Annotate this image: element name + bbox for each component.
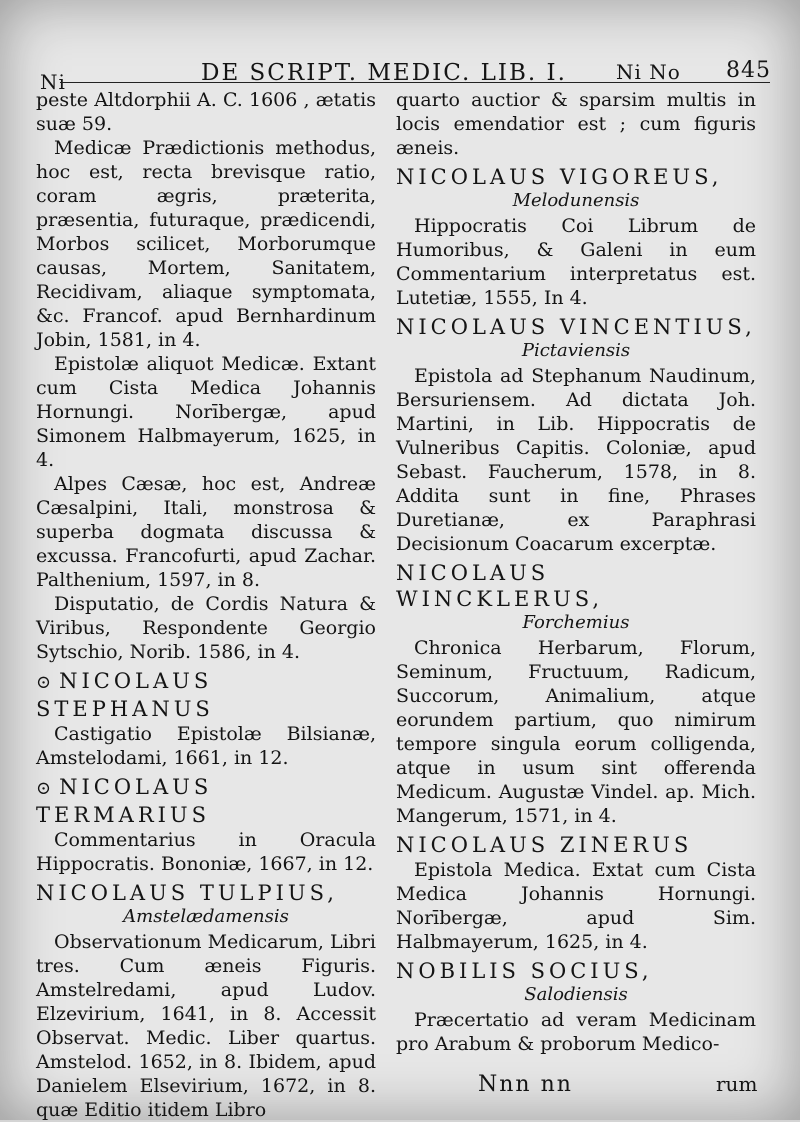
author-origin: Pictaviensis [521,340,631,361]
author-name: NICOLAUS TULPIUS, [36,881,338,905]
entry-paragraph: Epistola Medica. Extat cum Cista Medica Johannis Hornungi. Norībergæ, apud Sim. Halbmayerum, 1625, in 4. [396,859,756,953]
entry-paragraph: Alpes Cæsæ, hoc est, Andreæ Cæsalpini, Itali, monstrosa & superba dogmata discussa & excussa. Francofurti, apud Zachar. Palthenium, 1597, in 8. [36,473,376,591]
author-heading [396,832,756,858]
author-heading [396,958,756,984]
entry-paragraph: quarto auctior & sparsim multis in locis emendatior est ; cum figuris æneis. [396,89,756,159]
author-heading [36,880,376,906]
entry-paragraph: Chronica Herbarum, Florum, Seminum, Fructuum, Radicum, Succorum, Animalium, atque eorundem partium, quo nimirum tempore singula eorum colligenda, atque in usum sint offerenda Medicum. Augustæ Vindel. ap. Mich. Mangerum, 1571, in 4. [396,637,756,827]
catchword: rum [716,1072,758,1096]
entry-paragraph: Epistola ad Stephanum Naudinum, Bersuriensem. Ad dictata Joh. Martini, in Lib. Hippocratis de Vulneribus Capitis. Coloniæ, apud Sebast. Faucherum, 1578, in 8. Addita sunt in fine, Phrases Duretianæ, ex Paraphrasi Decisionum Coacarum excerptæ. [396,365,756,555]
author-origin: Forchemius [522,612,630,633]
circle-mark-icon: ⊙ [36,672,56,693]
author-name: NICOLAUS WINCKLERUS, [396,561,604,611]
author-origin: Melodunensis [512,190,640,211]
entry-paragraph: Medicæ Prædictionis methodus, hoc est, recta brevisque ratio, coram ægris, præterita, præsentia, futuraque, prædicendi, Morbos scilicet, Morborumque causas, Mortem, Sanitatem, Recidivam, aliaque symptomata, &c. Francof. apud Bernhardinum Jobin, 1581, in 4. [36,137,376,351]
author-origin: Salodiensis [524,984,628,1005]
header-rule [60,82,770,83]
author-name: NICOLAUS STEPHANUS [36,669,214,721]
right-column [396,88,756,1056]
author-origin: Amstelædamensis [123,906,289,927]
entry-paragraph: Hippocratis Coi Librum de Humoribus, & Galeni in eum Commentarium interpretatus est. Lutetiæ, 1555, In 4. [396,215,756,309]
author-heading [36,668,376,722]
running-header [36,52,771,94]
author-heading [396,560,756,612]
left-column [36,88,376,1122]
entry-paragraph: Disputatio, de Cordis Natura & Viribus, Respondente Georgio Sytschio, Norib. 1586, in 4. [36,593,376,663]
entry-paragraph: Præcertatio ad veram Medicinam pro Arabum & proborum Medico- [396,1009,756,1055]
author-heading [396,314,756,340]
entry-paragraph: Commentarius in Oracula Hippocratis. Bononiæ, 1667, in 12. [36,829,376,875]
entry-paragraph: Epistolæ aliquot Medicæ. Extant cum Cista Medica Johannis Hornungi. Norībergæ, apud Simonem Halbmayerum, 1625, in 4. [36,353,376,471]
author-heading [396,164,756,190]
signature-mark: Nnn nn [478,1072,573,1097]
entry-paragraph: peste Altdorphii A. C. 1606 , ætatis suæ 59. [36,89,376,135]
header-left-label: Ni [40,70,66,94]
author-name: NICOLAUS VIGOREUS, [396,165,723,189]
author-name: NICOLAUS TERMARIUS [36,775,213,827]
author-name: NICOLAUS VINCENTIUS, [396,315,756,339]
author-name: NOBILIS SOCIUS, [396,959,653,983]
entry-paragraph: Observationum Medicarum, Libri tres. Cum æneis Figuris. Amstelredami, apud Ludov. Elzevirium, 1641, in 8. Accessit Observat. Medic. Liber quartus. Amstelod. 1652, in 8. Ibidem, apud Danielem Elsevirium, 1672, in 8. quæ Editio itidem Libro [36,931,376,1121]
author-name: NICOLAUS ZINERUS [396,833,693,857]
header-title: DE SCRIPT. MEDIC. LIB. I. [201,60,567,86]
page-number: 845 [726,58,771,83]
entry-paragraph: Castigatio Epistolæ Bilsianæ, Amstelodami, 1661, in 12. [36,723,376,769]
header-section: Ni No [616,60,681,84]
circle-mark-icon: ⊙ [36,778,56,799]
author-heading [36,774,376,828]
